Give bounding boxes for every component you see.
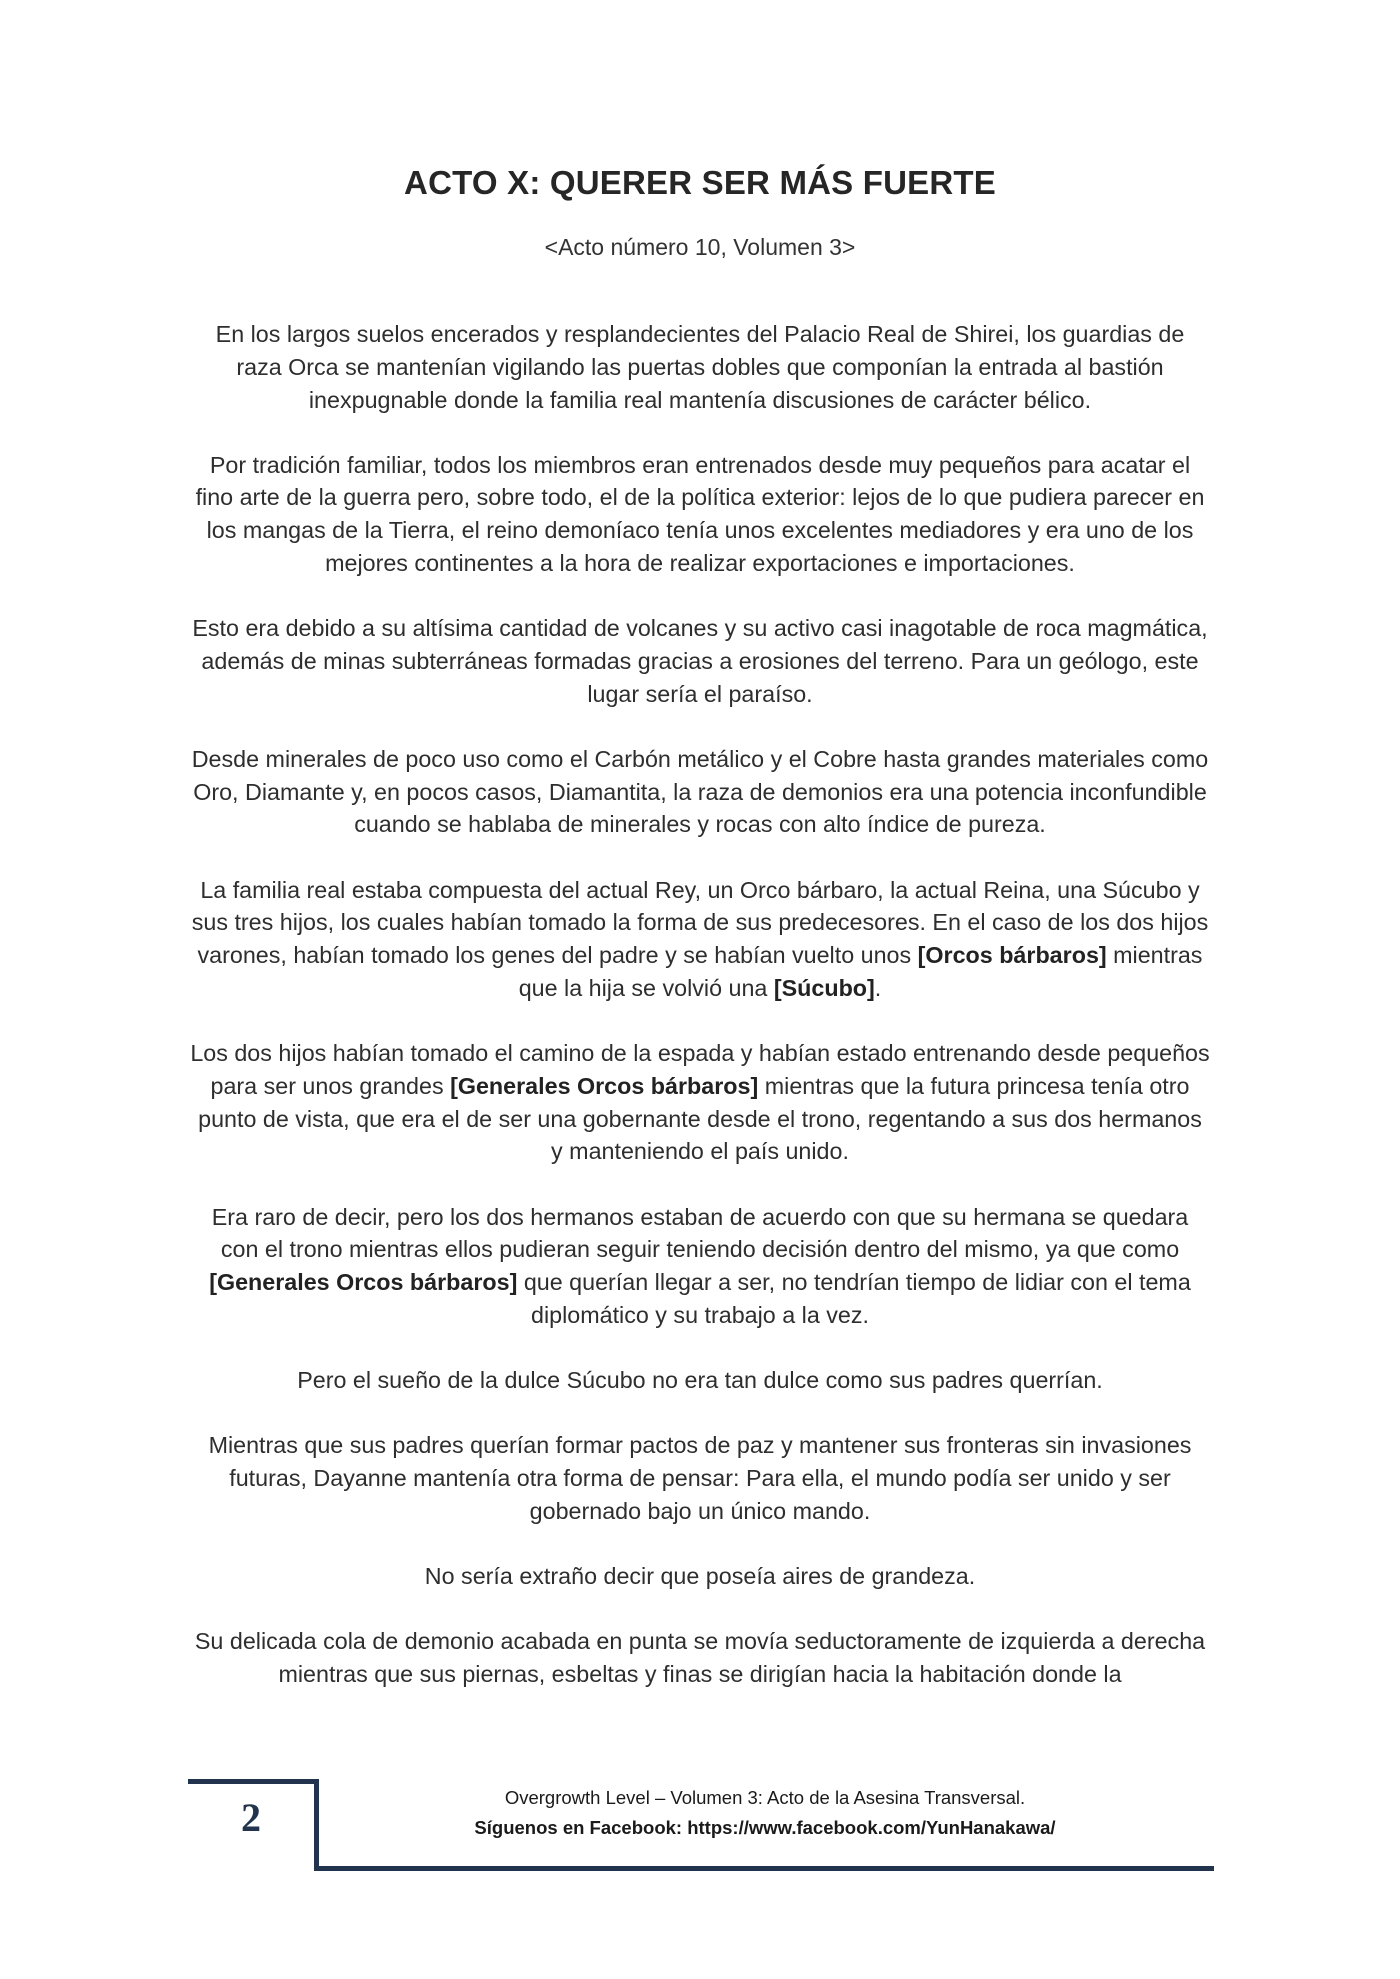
text-run: En los largos suelos encerados y resplandecientes del Palacio Real de Shirei, los guardias de raza Orca se mantenían vigilando las puertas dobles que componían la entrada al bastión inexpugnable donde la familia real mantenía discusiones de carácter bélico.: [215, 321, 1185, 413]
text-run: que querían llegar a ser, no tendrían tiempo de lidiar con el tema diplomático y su trabajo a la vez.: [517, 1269, 1191, 1328]
text-run: Esto era debido a su altísima cantidad de volcanes y su activo casi inagotable de roca magmática, además de minas subterráneas formadas gracias a erosiones del terreno. Para un geólogo, este lugar sería el paraíso.: [192, 615, 1208, 707]
paragraph: [190, 743, 1210, 841]
body-text: [190, 318, 1210, 1723]
paragraph: [190, 1201, 1210, 1332]
text-run: .: [874, 974, 882, 1001]
paragraph: [190, 1429, 1210, 1527]
footer-text: [340, 1783, 1190, 1843]
chapter-subtitle: <Acto número 10, Volumen 3>: [544, 234, 856, 260]
bold-term: [Súcubo]: [773, 974, 875, 1001]
text-run: No sería extraño decir que poseía aires de grandeza.: [424, 1562, 976, 1589]
text-run: Su delicada cola de demonio acabada en punta se movía seductoramente de izquierda a derecha mientras que sus piernas, esbeltas y finas se dirigían hacia la habitación donde la: [194, 1627, 1206, 1687]
text-run: Desde minerales de poco uso como el Carbón metálico y el Cobre hasta grandes materiales como Oro, Diamante y, en pocos casos, Diamantita, la raza de demonios era una potencia inconfundible cuando se hablaba de minerales y rocas con alto índice de pureza.: [191, 745, 1209, 838]
text-run: Los dos hijos habían tomado el camino de la espada y habían estado entrenando desde pequeños para ser unos grandes: [190, 1040, 1210, 1099]
text-run: mientras que la hija se volvió una: [518, 942, 1203, 1001]
paragraph: [190, 449, 1210, 580]
text-run: Por tradición familiar, todos los miembros eran entrenados desde muy pequeños para acatar el fino arte de la guerra pero, sobre todo, el de la política exterior: lejos de lo que pudiera parecer en los mangas de la Tierra, el reino demoníaco tenía unos excelentes mediadores y era uno de los mejores continentes a la hora de realizar exportaciones e importaciones.: [195, 451, 1205, 577]
paragraph: [190, 318, 1210, 416]
footer-rule-bottom: [314, 1866, 1214, 1871]
page-number: 2: [241, 1795, 261, 1840]
bold-term: [Generales Orcos bárbaros]: [209, 1269, 518, 1296]
footer-book-title: Overgrowth Level – Volumen 3: Acto de la Asesina Transversal.: [504, 1787, 1026, 1808]
footer-rule-top: [188, 1779, 318, 1784]
paragraph: [190, 1625, 1210, 1691]
footer-facebook-link[interactable]: Síguenos en Facebook: https://www.facebook.com/YunHanakawa/: [474, 1817, 1056, 1838]
paragraph: [190, 612, 1210, 710]
text-run: La familia real estaba compuesta del actual Rey, un Orco bárbaro, la actual Reina, una Súcubo y sus tres hijos, los cuales habían tomado la forma de sus predecesores. En el caso de los dos hijos varones, habían tomado los genes del padre y se habían vuelto unos: [191, 876, 1209, 969]
paragraph: [190, 1560, 1210, 1593]
text-run: Mientras que sus padres querían formar pactos de paz y mantener sus fronteras sin invasiones futuras, Dayanne mantenía otra forma de pensar: Para ella, el mundo podía ser unido y ser gobernado bajo un único mando.: [208, 1432, 1192, 1524]
chapter-title: ACTO X: QUERER SER MÁS FUERTE: [404, 164, 996, 201]
text-run: mientras que la futura princesa tenía otro punto de vista, que era el de ser una gobernante desde el trono, regentando a sus dos hermanos y manteniendo el país unido.: [198, 1072, 1202, 1165]
bold-term: [Orcos bárbaros]: [917, 942, 1107, 969]
footer-rule-vertical: [314, 1779, 319, 1871]
text-run: Pero el sueño de la dulce Súcubo no era tan dulce como sus padres querrían.: [297, 1367, 1103, 1393]
paragraph: [190, 1037, 1210, 1168]
bold-term: [Generales Orcos bárbaros]: [450, 1072, 759, 1099]
paragraph: [190, 874, 1210, 1005]
paragraph: [190, 1364, 1210, 1397]
text-run: Era raro de decir, pero los dos hermanos estaban de acuerdo con que su hermana se quedara con el trono mientras ellos pudieran seguir teniendo decisión dentro del mismo, ya que como: [211, 1203, 1189, 1263]
